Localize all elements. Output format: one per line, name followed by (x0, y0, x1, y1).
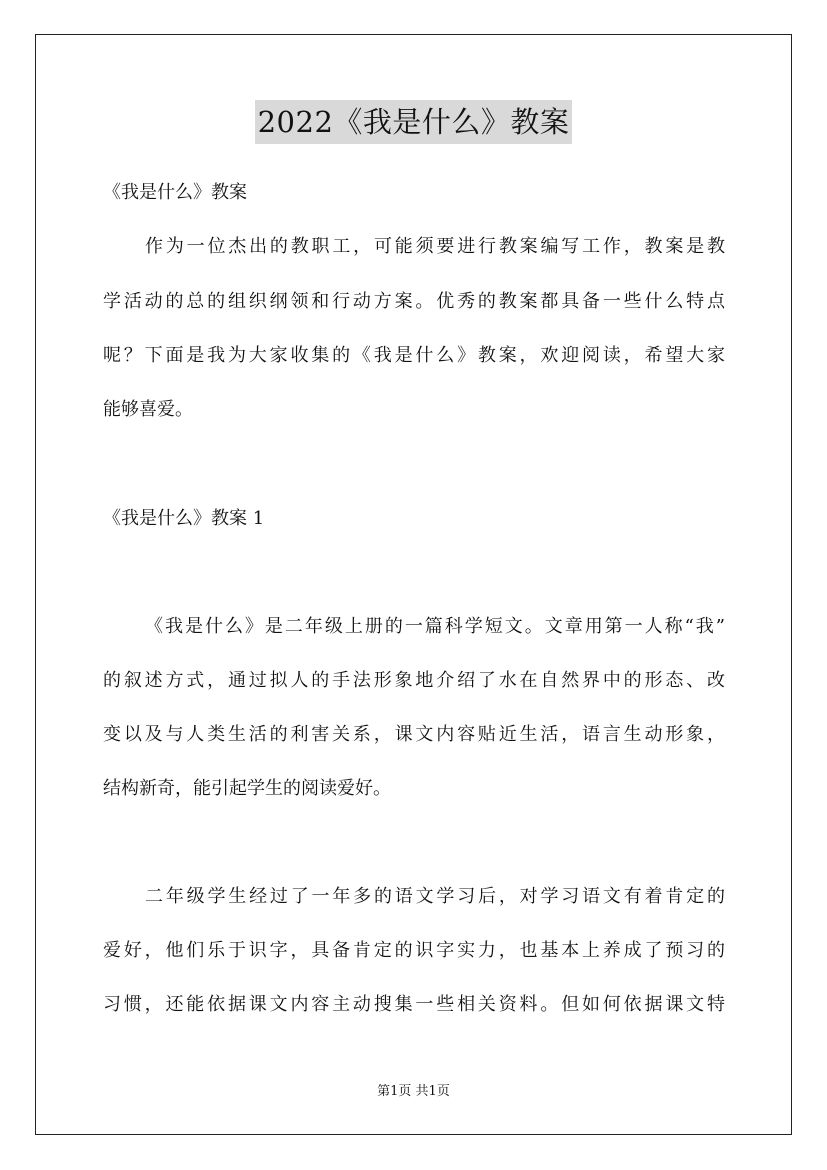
page-number-footer: 第1页 共1页 (377, 1084, 450, 1099)
document-title-wrapper (0, 100, 827, 144)
document-subtitle: 《我是什么》教案 (103, 182, 247, 203)
intro-line-3: 呢？下面是我为大家收集的《我是什么》教案，欢迎阅读，希望大家 (103, 345, 725, 366)
intro-line-1: 作为一位杰出的教职工，可能须要进行教案编写工作，教案是教 (145, 236, 725, 257)
para1-line-1: 《我是什么》是二年级上册的一篇科学短文。文章用第一人称“我” (145, 616, 725, 637)
para1-line-3: 变以及与人类生活的利害关系，课文内容贴近生活，语言生动形象， (103, 724, 725, 745)
section-heading: 《我是什么》教案 1 (103, 508, 265, 529)
intro-line-2: 学活动的总的组织纲领和行动方案。优秀的教案都具备一些什么特点 (103, 291, 725, 312)
para2-line-3: 习惯，还能依据课文内容主动搜集一些相关资料。但如何依据课文特 (103, 994, 725, 1015)
para2-line-2: 爱好，他们乐于识字，具备肯定的识字实力，也基本上养成了预习的 (103, 940, 725, 961)
document-title: 2022《我是什么》教案 (255, 100, 573, 144)
para2-line-1: 二年级学生经过了一年多的语文学习后，对学习语文有着肯定的 (145, 886, 725, 907)
para1-line-2: 的叙述方式，通过拟人的手法形象地介绍了水在自然界中的形态、改 (103, 670, 725, 691)
para1-line-4: 结构新奇，能引起学生的阅读爱好。 (103, 778, 391, 799)
intro-line-4: 能够喜爱。 (103, 399, 193, 420)
